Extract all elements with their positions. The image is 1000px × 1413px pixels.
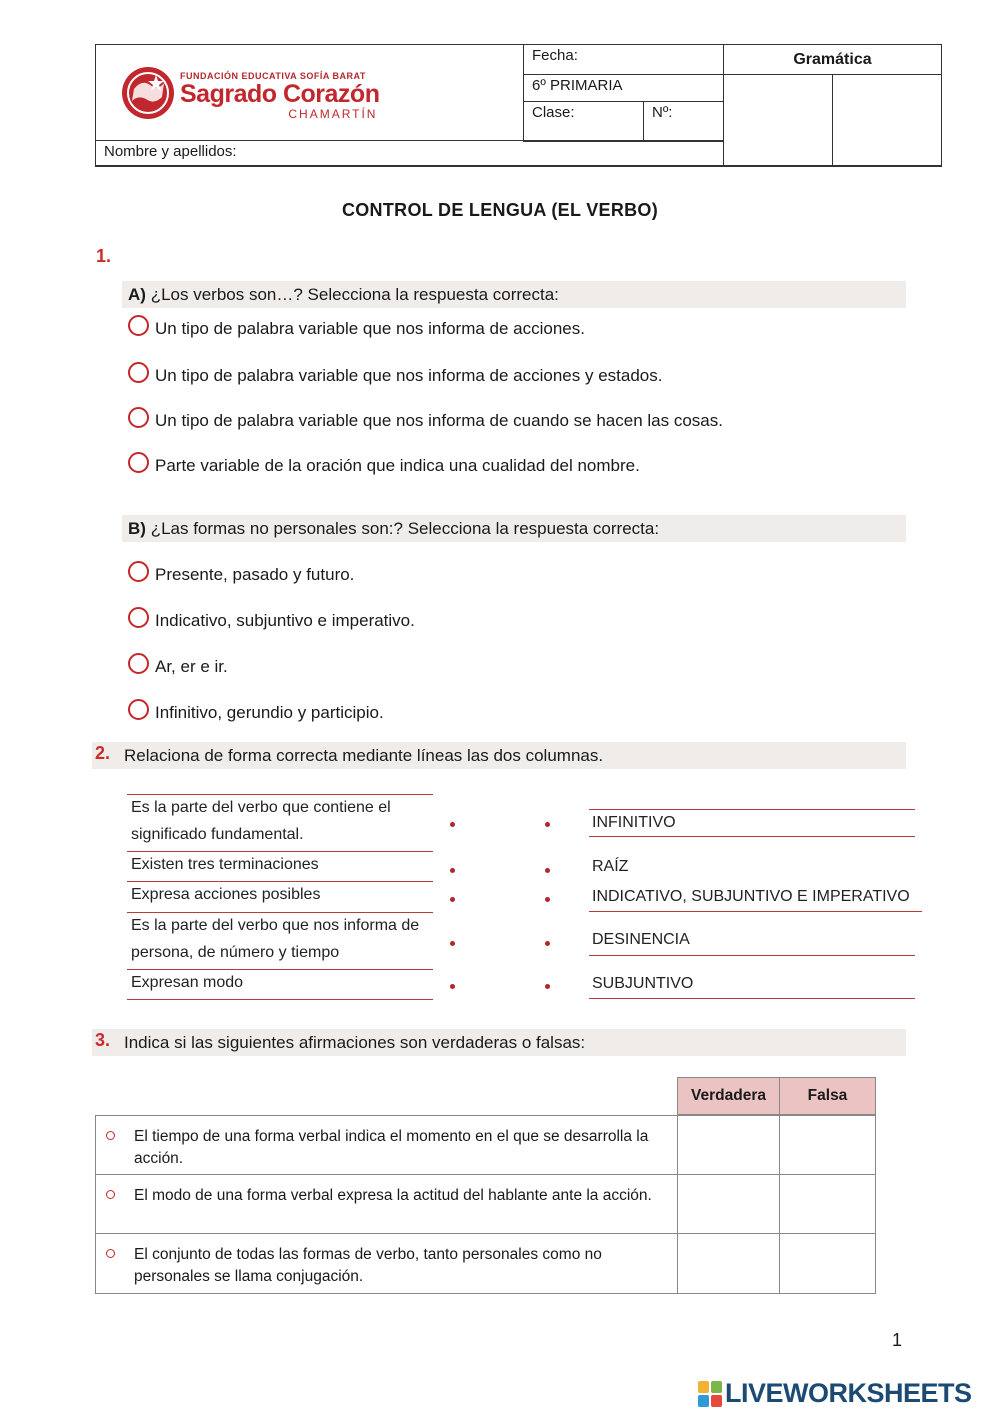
clase-field[interactable] [523,101,644,142]
left-match-dot[interactable] [450,868,455,873]
fecha-field[interactable] [523,44,724,75]
true-cell[interactable] [677,1115,780,1175]
curso-label: 6º PRIMARIA [532,77,623,94]
radio-icon[interactable] [128,452,149,473]
radio-icon[interactable] [128,699,149,720]
match-left-item: Es la parte del verbo que contiene el significado fundamental. [131,799,391,843]
q2-instruction: Relaciona de forma correcta mediante líneas las dos columnas. [124,746,604,765]
school-name-block [180,71,379,121]
q1b-option[interactable] [128,656,228,677]
q1b-letter: B) [128,519,146,538]
nombre-label: Nombre y apellidos: [104,143,237,160]
radio-icon[interactable] [128,362,149,383]
q1b-question: ¿Las formas no personales son:? Selecciona la respuesta correcta: [150,519,660,538]
bullet-icon [106,1249,115,1258]
grade-cell-1[interactable] [723,74,833,167]
school-logo [96,45,524,141]
q1a-option[interactable] [128,410,723,431]
q1b-heading [122,515,906,542]
q1b-option-label: Infinitivo, gerundio y participio. [155,702,384,722]
q1b-option[interactable] [128,702,384,723]
curso-field [523,74,724,102]
right-divider [589,998,915,999]
left-divider [127,999,433,1000]
numero-field[interactable] [643,101,724,142]
false-cell[interactable] [779,1174,876,1234]
numero-label: Nº: [652,104,673,121]
school-campus: CHAMARTÍN [288,107,378,121]
radio-icon[interactable] [128,561,149,582]
q1a-option[interactable] [128,365,662,386]
match-left-item: Es la parte del verbo que nos informa de persona, de número y tiempo [131,917,420,961]
q3-number: 3. [95,1030,111,1050]
nombre-field[interactable] [95,140,724,167]
q1a-option[interactable] [128,318,585,339]
left-match-dot[interactable] [450,822,455,827]
q1a-heading [122,281,906,308]
right-match-dot[interactable] [545,868,550,873]
match-left-item: Expresa acciones posibles [131,886,321,903]
q2-heading [92,742,906,769]
col-false-header: Falsa [779,1077,876,1115]
left-match-dot[interactable] [450,897,455,902]
false-cell[interactable] [779,1115,876,1175]
tf-statement: El tiempo de una forma verbal indica el momento en el que se desarrolla la acción. [134,1128,649,1167]
clase-label: Clase: [532,104,575,121]
right-match-dot[interactable] [545,822,550,827]
match-right-item: DESINENCIA [592,931,690,948]
subject-label: Gramática [793,51,872,68]
q1a-option-label: Un tipo de palabra variable que nos informa de acciones y estados. [155,365,663,385]
match-right-item: SUBJUNTIVO [592,975,694,992]
page-number: 1 [892,1330,903,1350]
radio-icon[interactable] [128,315,149,336]
q1b-option-label: Indicativo, subjuntivo e imperativo. [155,610,415,630]
q1b-option-label: Ar, er e ir. [155,656,228,676]
match-right-item: INDICATIVO, SUBJUNTIVO E IMPERATIVO [592,888,910,905]
radio-icon[interactable] [128,653,149,674]
q1a-option-label: Un tipo de palabra variable que nos informa de cuando se hacen las cosas. [155,410,723,430]
q1a-letter: A) [128,285,146,304]
right-match-dot[interactable] [545,941,550,946]
right-divider [589,955,915,956]
right-divider [589,836,915,837]
school-foundation: FUNDACIÓN EDUCATIVA SOFÍA BARAT [180,71,366,81]
subject-cell [723,44,942,75]
tf-statement: El conjunto de todas las formas de verbo, tanto personales como no personales se llama conjugación. [134,1246,602,1285]
tf-row [95,1174,876,1234]
liveworksheets-logo-icon [698,1381,722,1407]
match-right-item: INFINITIVO [592,814,676,831]
tf-row [95,1233,876,1294]
q1a-option-label: Parte variable de la oración que indica una cualidad del nombre. [155,455,640,475]
match-right-item: RAÍZ [592,858,629,875]
tf-statement: El modo de una forma verbal expresa la actitud del hablante ante la acción. [134,1187,652,1204]
right-divider [589,911,922,912]
school-emblem-icon [120,65,176,121]
header-table [95,44,942,166]
q1b-option-label: Presente, pasado y futuro. [155,564,355,584]
q2-number: 2. [95,743,111,763]
grade-cell-2[interactable] [832,74,942,167]
left-match-dot[interactable] [450,984,455,989]
school-name: Sagrado Corazón [180,80,380,108]
q1b-option[interactable] [128,610,415,631]
tf-row [95,1115,876,1175]
col-true-header: Verdadera [677,1077,780,1115]
false-cell[interactable] [779,1233,876,1294]
fecha-label: Fecha: [532,47,578,64]
q1b-option[interactable] [128,564,354,585]
radio-icon[interactable] [128,607,149,628]
true-cell[interactable] [677,1233,780,1294]
q1a-question: ¿Los verbos son…? Selecciona la respuesta correcta: [150,285,559,304]
match-left-item: Expresan modo [131,974,244,991]
q3-heading [92,1029,906,1056]
liveworksheets-watermark [698,1378,972,1409]
q3-instruction: Indica si las siguientes afirmaciones son verdaderas o falsas: [124,1033,586,1052]
true-cell[interactable] [677,1174,780,1234]
bullet-icon [106,1131,115,1140]
right-match-dot[interactable] [545,897,550,902]
left-match-dot[interactable] [450,941,455,946]
right-match-dot[interactable] [545,984,550,989]
q1a-option[interactable] [128,455,640,476]
q1-number: 1. [96,246,112,266]
radio-icon[interactable] [128,407,149,428]
match-left-item: Existen tres terminaciones [131,856,319,873]
q1a-option-label: Un tipo de palabra variable que nos informa de acciones. [155,318,585,338]
page-title: CONTROL DE LENGUA (EL VERBO) [341,200,659,220]
bullet-icon [106,1190,115,1199]
liveworksheets-text: LIVEWORKSHEETS [725,1378,972,1408]
